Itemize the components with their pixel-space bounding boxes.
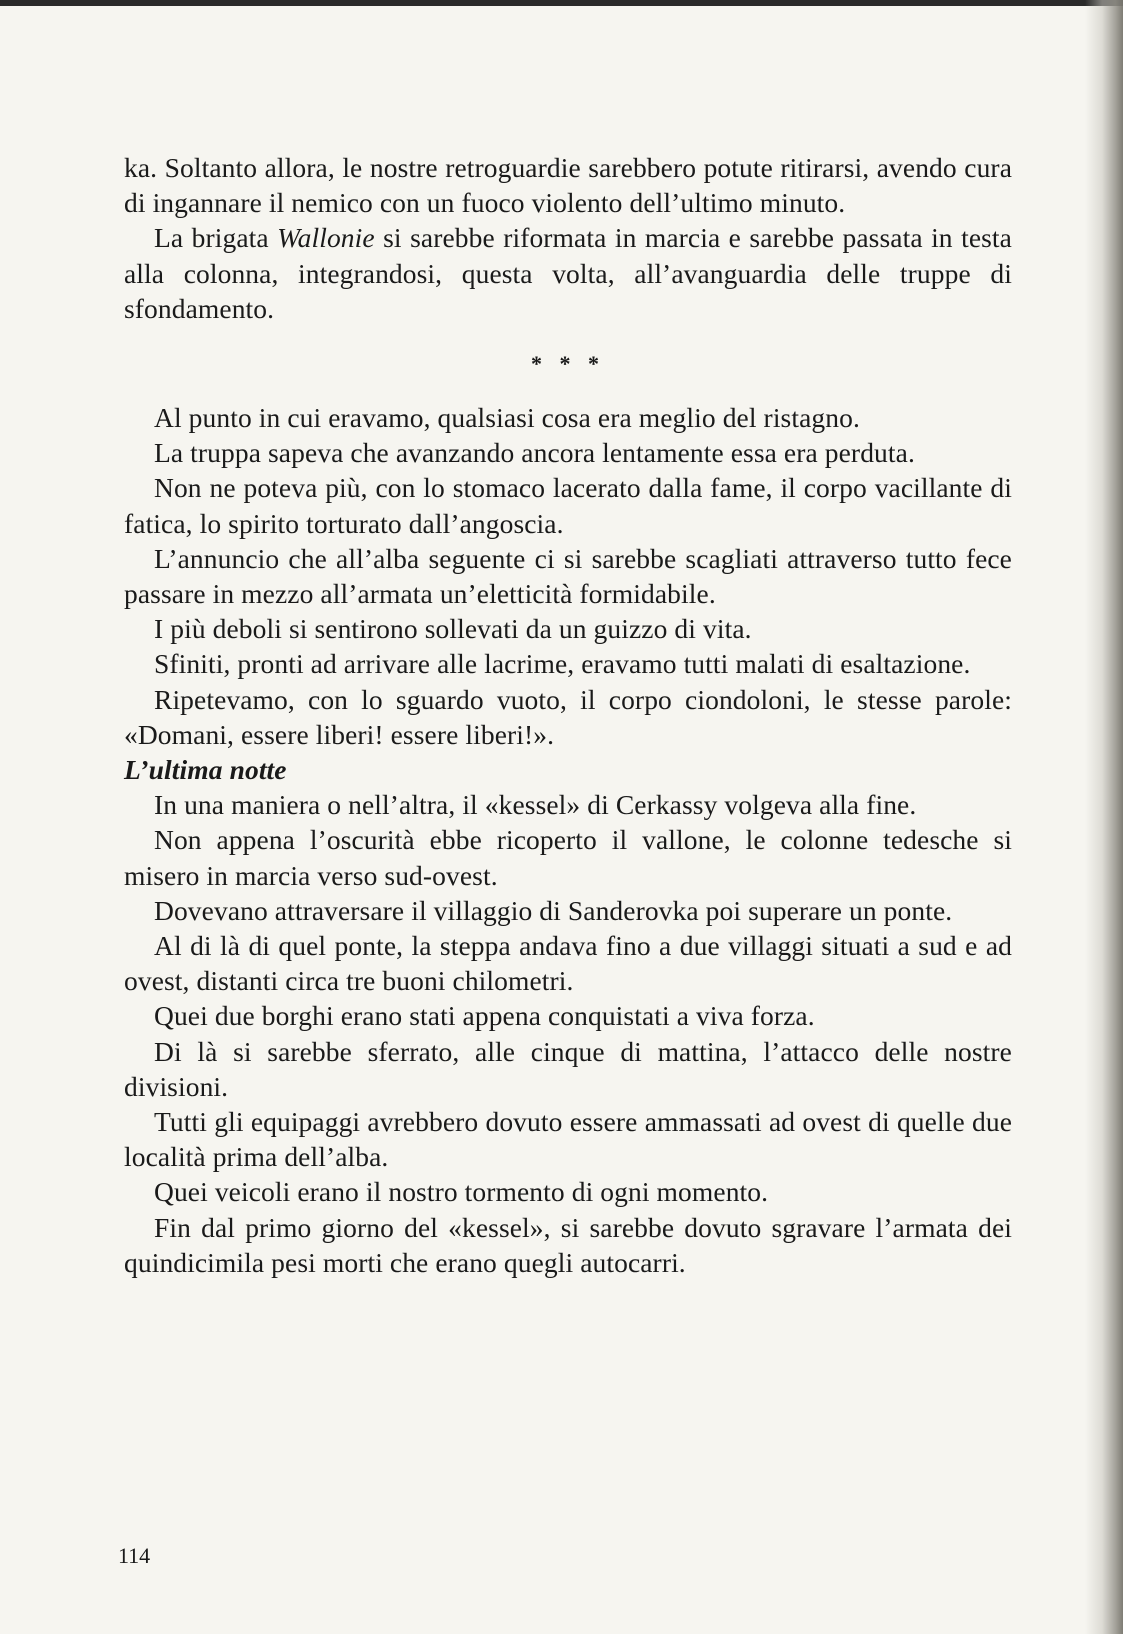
brigade-name: Wallonie [277,222,375,254]
page-number: 114 [118,1543,151,1568]
book-spine-shadow [1085,0,1123,1634]
paragraph: L’annuncio che all’alba seguente ci si sarebbe scagliati attraverso tutto fece passare in mezzo all’armata un’eletticità formidabile. [124,542,1012,610]
paragraph: La truppa sapeva che avanzando ancora lentamente essa era perduta. [154,437,915,469]
page-body [124,150,1012,1280]
page-top-edge [0,0,1123,6]
paragraph: Quei due borghi erano stati appena conquistati a viva forza. [154,1000,815,1032]
paragraph: Fin dal primo giorno del «kessel», si sarebbe dovuto sgravare l’armata dei quindicimila pesi morti che erano quegli autocarri. [124,1211,1012,1278]
paragraph: Dovevano attraversare il villaggio di Sanderovka poi superare un ponte. [154,894,953,926]
paragraph: Di là si sarebbe sferrato, alle cinque di mattina, l’attacco delle nostre divisioni. [124,1035,1012,1102]
paragraph: Non ne poteva più, con lo stomaco lacerato dalla fame, il corpo vacillante di fatica, lo spirito torturato dall’angoscia. [124,472,1012,539]
paragraph: Sfiniti, pronti ad arrivare alle lacrime, eravamo tutti malati di esaltazione. [154,648,971,680]
section-heading: L’ultima notte [124,754,287,786]
paragraph-2-post: si sarebbe riformata in marcia e sarebbe passata in testa alla colonna, integrandosi, questa volta, all’avanguardia delle truppe di sfondamento. [124,222,1012,324]
paragraph: Al punto in cui eravamo, qualsiasi cosa era meglio del ristagno. [154,402,860,434]
paragraph: Non appena l’oscurità ebbe ricoperto il vallone, le colonne tedesche si misero in marcia verso sud-ovest. [124,824,1012,891]
paragraph-2 [124,220,1012,326]
paragraph: I più deboli si sentirono sollevati da un guizzo di vita. [154,613,752,645]
section-separator: * * * [531,351,605,377]
paragraph: Tutti gli equipaggi avrebbero dovuto essere ammassati ad ovest di quelle due località prima dell’alba. [124,1106,1012,1173]
paragraph: Quei veicoli erano il nostro tormento di ogni momento. [154,1176,769,1208]
paragraph-2-pre: La brigata [154,222,278,254]
paragraph: Al di là di quel ponte, la steppa andava fino a due villaggi situati a sud e ad ovest, distanti circa tre buoni chilometri. [124,930,1012,997]
paragraph: In una maniera o nell’altra, il «kessel» di Cerkassy volgeva alla fine. [154,789,917,821]
paragraph-1: ka. Soltanto allora, le nostre retroguardie sarebbero potute ritirarsi, avendo cura di ingannare il nemico con un fuoco violento dell’ultimo minuto. [124,152,1012,219]
paragraph: Ripetevamo, con lo sguardo vuoto, il corpo ciondoloni, le stesse parole: «Domani, essere liberi! essere liberi!». [124,683,1012,750]
